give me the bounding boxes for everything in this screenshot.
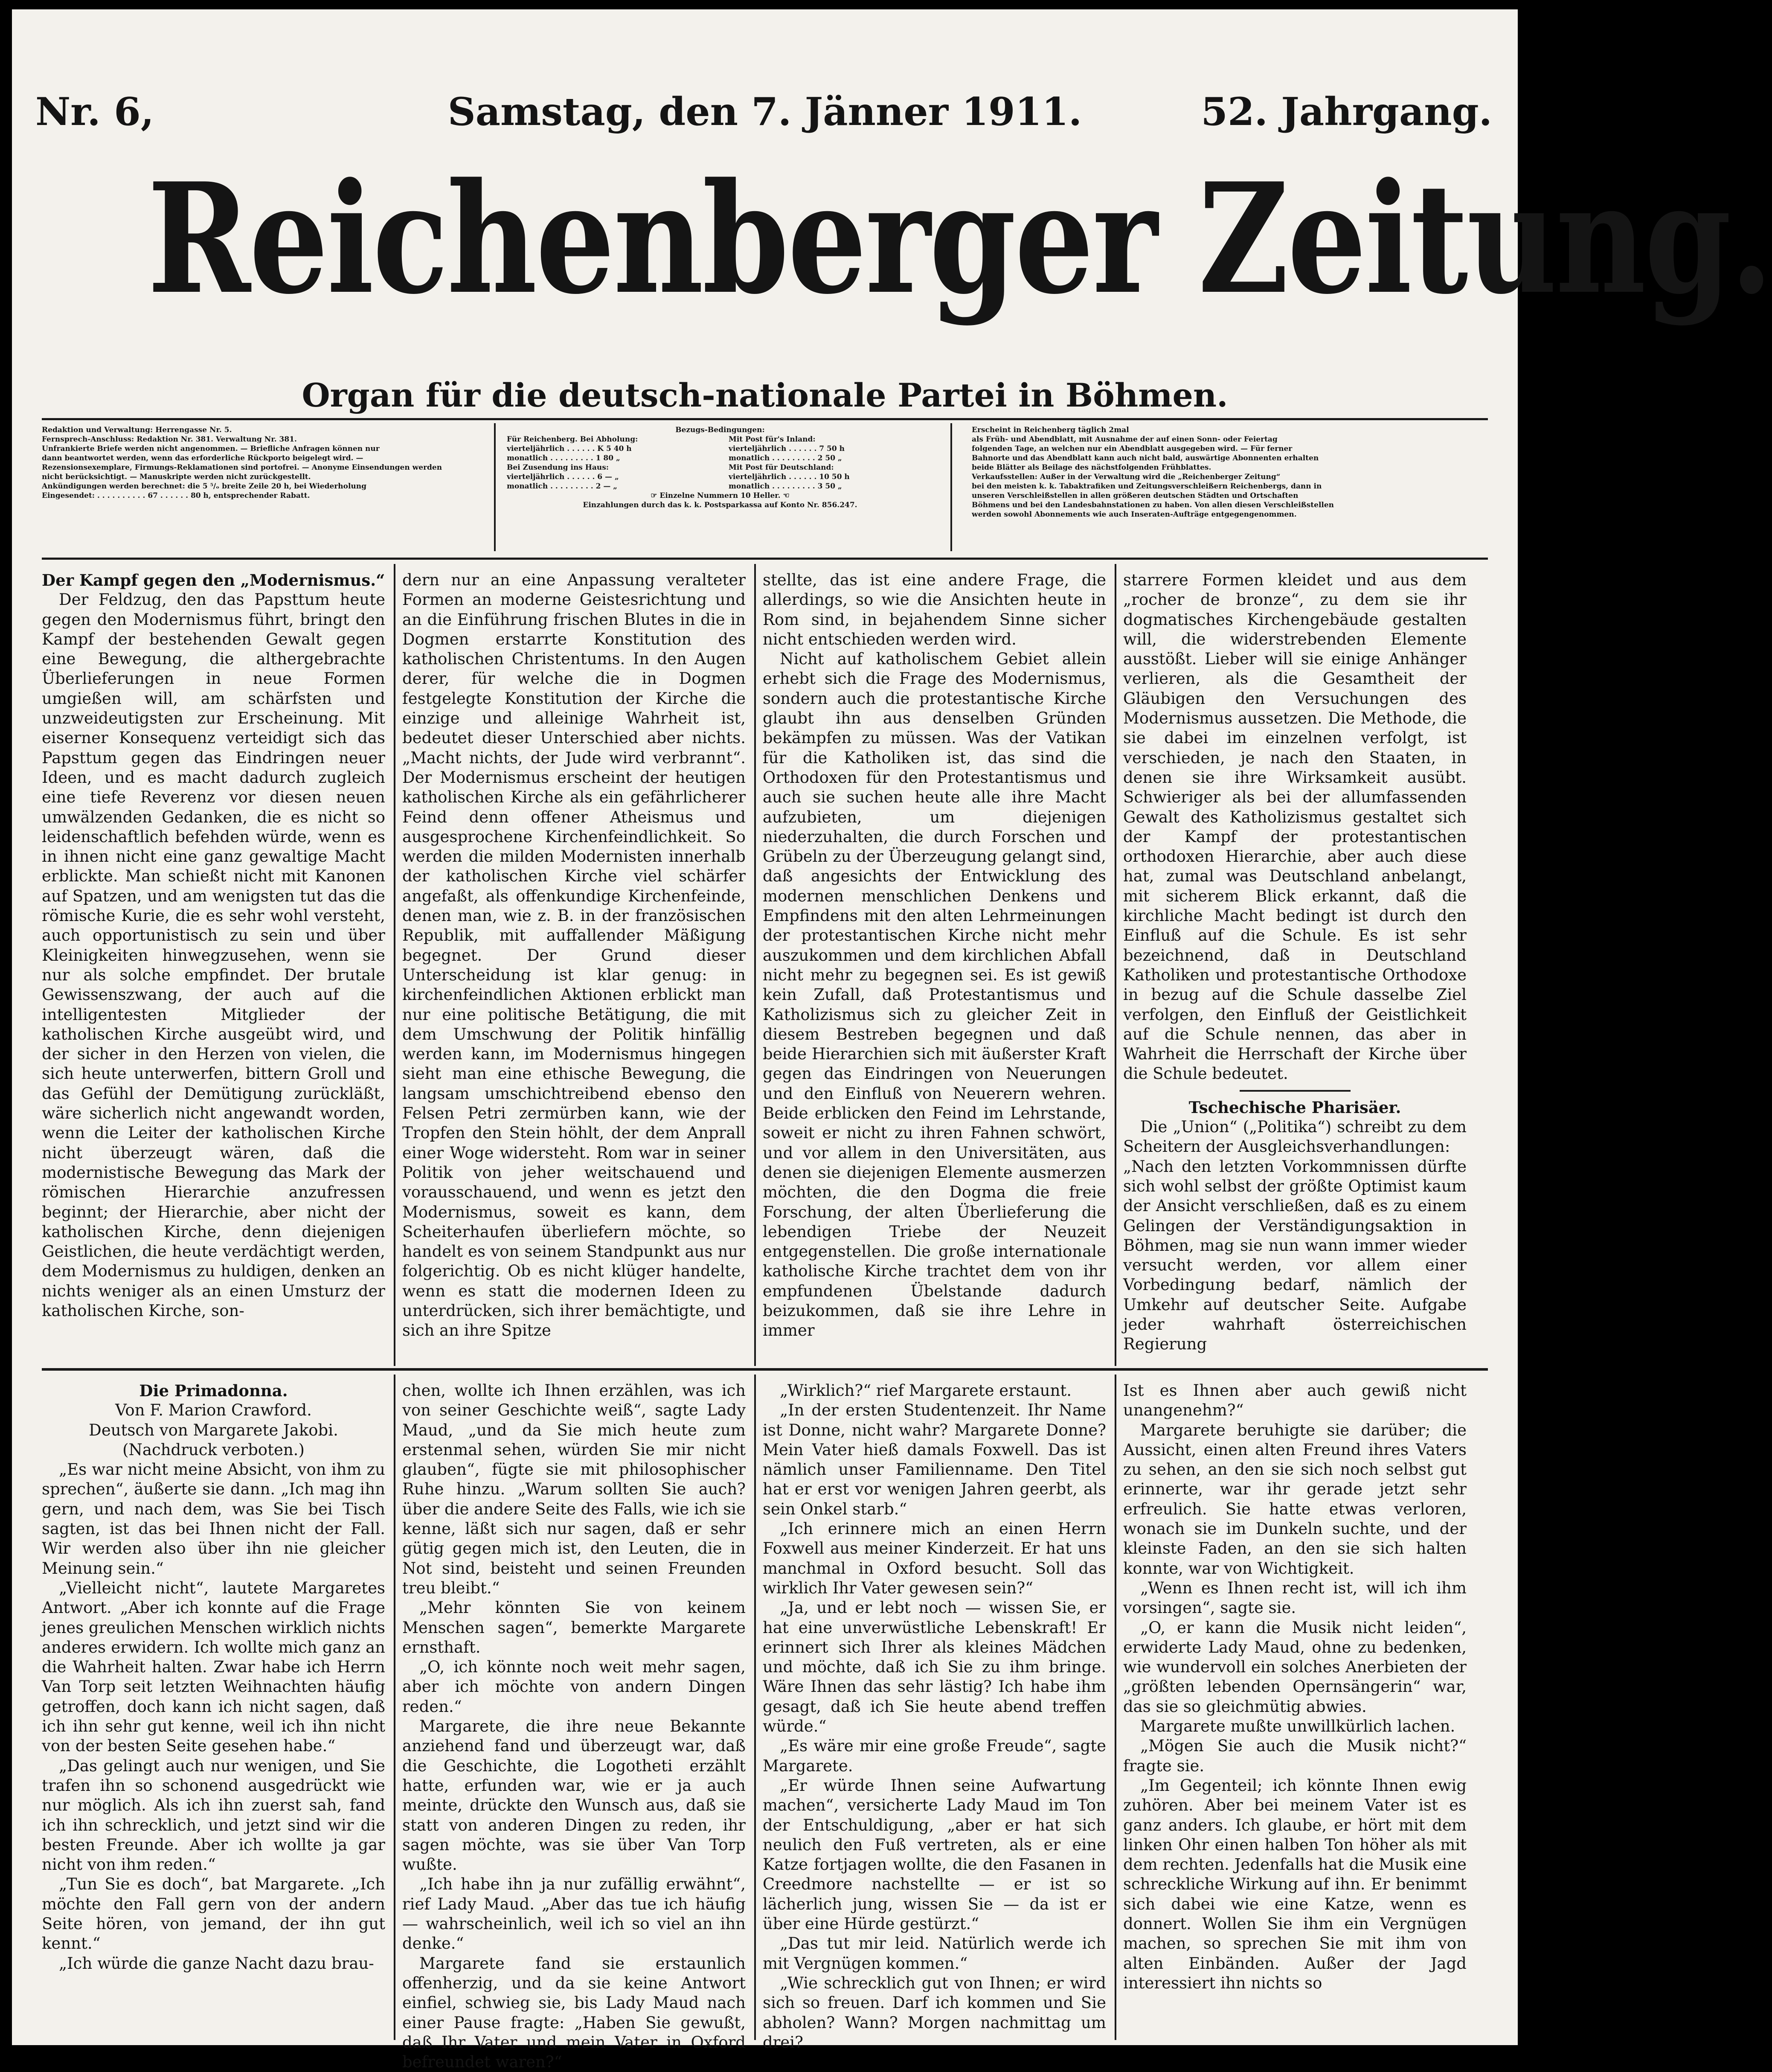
column-rule-1 xyxy=(394,564,395,1366)
article-paragraph: Die „Union“ („Politika“) schreibt zu dem Scheitern der Ausgleichsverhandlungen: xyxy=(1123,1118,1467,1156)
info-line: vierteljährlich . . . . . . 10 50 h xyxy=(729,473,850,481)
info-line: folgenden Tage, an welchen nur ein Abendblatt ausgegeben wird. — Für ferner xyxy=(972,445,1293,453)
info-line: Rezensionsexemplare, Firmungs-Reklamationen sind portofrei. — Anonyme Einsendungen werden xyxy=(42,463,442,472)
article-paragraph: starrere Formen kleidet und aus dem „rocher de bronze“, zu dem sie ihr dogmatisches Kirchengebäude gestalten will, die widerstrebenden Elemente ausstößt. Lieber will sie einige Anhänger verlieren, als die Gesamtheit der Gläubigen den Versuchungen des Modernismus aussetzen. Die Methode, die sie dabei im einzelnen verfolgt, ist verschieden, je nach den Staaten, in denen sie ihre Wirksamkeit ausübt. Schwieriger als bei der allumfassenden Gewalt des Katholizismus gestaltet sich der Kampf der protestantischen orthodoxen Hierarchie, aber auch diese hat, zumal was Deutschland anbelangt, mit sicherem Blick erkannt, daß die kirchliche Macht bedingt ist durch den Einfluß auf die Schule. Es ist sehr bezeichnend, daß in Deutschland Katholiken und protestantische Orthodoxe in bezug auf die Schule dasselbe Ziel verfolgen, den Einfluß der Geistlichkeit auf die Schule nennen, das aber in Wahrheit die Herrschaft der Kirche über die Schule bedeutet. xyxy=(1123,571,1467,1083)
article-paragraph: Ist es Ihnen aber auch gewiß nicht unangenehm?“ xyxy=(1123,1381,1467,1420)
article-paragraph: „Nach den letzten Vorkommnissen dürfte sich wohl selbst der größte Optimist kaum der Ansicht verschließen, daß es zu einem Gelingen der Verständigungsaktion in Böhmen, mag sie nun wann immer wieder versucht werden, vor allem einer Vorbedingung bedarf, nämlich der Umkehr auf deutscher Seite. Aufgabe jeder wahrhaft österreichischen Regierung xyxy=(1123,1157,1467,1354)
publication-schedule xyxy=(972,425,1492,553)
newspaper-title: Reichenberger Zeitung. xyxy=(147,150,1772,328)
article-paragraph: „Ich würde die ganze Nacht dazu brau- xyxy=(59,1954,374,1973)
info-line: werden sowohl Abonnements wie auch Inseraten-Aufträge entgegengenommen. xyxy=(972,510,1297,519)
info-line: vierteljährlich . . . . . . K 5 40 h xyxy=(507,445,632,453)
article-paragraph: „Das tut mir leid. Natürlich werde ich mit Vergnügen kommen.“ xyxy=(763,1934,1106,1973)
article-column-2 xyxy=(402,570,746,1360)
info-line: Einzahlungen durch das k. k. Postsparkassa auf Konto Nr. 856.247. xyxy=(583,501,857,509)
article-paragraph: „Tun Sie es doch“, bat Margarete. „Ich möchte den Fall gern von der andern Seite hören, von jemand, der ihn gut kennt.“ xyxy=(42,1875,385,1953)
info-line: monatlich . . . . . . . . . 2 50 „ xyxy=(729,454,842,462)
article-column-4 xyxy=(1123,570,1467,1360)
info-line: Bahnorte und das Abendblatt kann auch nicht bald, auswärtige Abonnenten erhalten xyxy=(972,454,1319,462)
subscription-title: Bezugs-Bedingungen: xyxy=(675,426,765,434)
feuilleton-column-1 xyxy=(42,1381,385,2038)
article-paragraph: „Wirklich?“ rief Margarete erstaunt. xyxy=(780,1381,1072,1400)
article-paragraph: „Er würde Ihnen seine Aufwartung machen“, versicherte Lady Maud im Ton der Entschuldigung, „aber er hat sich neulich den Fuß vertreten, als er eine Katze fortjagen wollte, die den Fasanen in Creedmore nachstellte — er ist so lächerlich jung, wissen Sie — da ist er über eine Hürde gestürzt.“ xyxy=(763,1776,1106,1933)
column-rule-3 xyxy=(1115,564,1116,1366)
column-rule-4 xyxy=(394,1375,395,2040)
article-paragraph: „Mehr könnten Sie von keinem Menschen sagen“, bemerkte Margarete ernsthaft. xyxy=(402,1598,746,1656)
column-rule-6 xyxy=(1115,1375,1116,2040)
volume-year: 52. Jahrgang. xyxy=(1201,89,1492,134)
article-paragraph: Nicht auf katholischem Gebiet allein erhebt sich die Frage des Modernismus, sondern auch die protestantische Kirche glaubt ihn aus denselben Gründen bekämpfen zu müssen. Was der Vatikan für die Katholiken ist, das sind die Orthodoxen für den Protestantismus und auch sie suchen heute alle ihre Macht aufzubieten, um diejenigen niederzuhalten, die durch Forschen und Grübeln zu der Überzeugung gelangt sind, daß angesichts der Entwicklung des modernen menschlichen Denkens und Empfindens mit den alten Lehrmeinungen der protestantischen Kirche nicht mehr auszukommen und dem kirchlichen Abfall nicht mehr zu begegnen sei. Es ist gewiß kein Zufall, daß Protestantismus und Katholizismus sich zu gleicher Zeit in diesem Bestreben begegnen und daß beide Hierarchien sich mit äußerster Kraft gegen das Eindringen von Neuerungen und den Einfluß von Neuerern wehren. Beide erblicken den Feind im Lehrstande, soweit er nicht zu ihren Fahnen schwört, und vor allem in den Universitäten, aus denen sie diejenigen Elemente ausmerzen möchten, die den Dogma die freie Forschung, der alten Überlieferung die lebendigen Triebe der Neuzeit entgegenstellen. Die große internationale katholische Kirche trachtet dem von ihr empfundenen Übelstande dadurch beizukommen, daß sie ihre Lehre in immer xyxy=(763,650,1106,1340)
article-paragraph: Von F. Marion Crawford. xyxy=(115,1401,312,1420)
header-rule-top xyxy=(42,418,1488,420)
info-line: vierteljährlich . . . . . . 6 — „ xyxy=(507,473,619,481)
info-line: dann beantwortet werden, wenn das erforderliche Rückporto beigelegt wird. — xyxy=(42,454,363,462)
info-line: Redaktion und Verwaltung: Herrengasse Nr. 5. xyxy=(42,426,232,434)
article-paragraph: dern nur an eine Anpassung veralteter Formen an moderne Geistesrichtung und an die Einführung frischen Blutes in die in Dogmen erstarrte Konstitution des katholischen Christentums. In den Augen derer, für welche die in Dogmen festgelegte Konstitution der Kirche die einzige und alleinige Wahrheit ist, bedeutet dieser Unterschied aber nichts. „Macht nichts, der Jude wird verbrannt“. Der Modernismus erscheint der heutigen katholischen Kirche als ein gefährlicherer Feind denn offener Atheismus und ausgesprochene Kirchenfeindlichkeit. So werden die milden Modernisten innerhalb der katholischen Kirche viel schärfer angefaßt, als offenkundige Kirchenfeinde, denen man, wie z. B. in der französischen Republik, mit auffallender Mäßigung begegnet. Der Grund dieser Unterscheidung ist klar genug: in kirchenfeindlichen Aktionen erblickt man nur eine politische Betätigung, die mit dem Umschwung der Politik hinfällig werden kann, im Modernismus hingegen sieht man eine ethische Bewegung, die langsam umschichtreibend ebenso den Felsen Petri zermürben kann, wie der Tropfen den Stein höhlt, der dem Anprall einer Woge widersteht. Rom war in seiner Politik von jeher weitschauend und vorausschauend, und wenn es jetzt den Modernismus, soweit es kann, dem Scheiterhaufen überliefern möchte, so handelt es von seinem Standpunkt aus nur folgerichtig. Ob es nicht klüger handelte, wenn es statt die modernen Ideen zu unterdrücken, sich ihrer bemächtigte, und sich an ihre Spitze xyxy=(402,571,746,1340)
feuilleton-rule xyxy=(42,1368,1488,1371)
article-heading: Die Primadonna. xyxy=(139,1381,288,1400)
article-paragraph: Margarete fand sie erstaunlich offenherzig, und da sie keine Antwort einfiel, schwieg sie, bis Lady Maud nach einer Pause fragte: „Haben Sie gewußt, daß Ihr Vater und mein Vater in Oxford befreundet waren?“ xyxy=(402,1954,746,2072)
info-line: Mit Post für's Inland: xyxy=(729,435,816,444)
article-column-3 xyxy=(763,570,1106,1360)
info-line: Bei Zusendung ins Haus: xyxy=(507,463,609,472)
info-line: unseren Verschleißstellen in allen größeren deutschen Städten und Ortschaften xyxy=(972,491,1298,500)
info-line: beide Blätter als Beilage des nächstfolgenden Frühblattes. xyxy=(972,463,1211,472)
article-paragraph: Der Feldzug, den das Papsttum heute gegen den Modernismus führt, bringt den Kampf der bestehenden Gewalt gegen eine Bewegung, die althergebrachte Überlieferungen in neue Formen umgießen will, am schärfsten und unzweideutigsten zur Erscheinung. Mit eiserner Konsequenz verteidigt sich das Papsttum gegen das Eindringen neuer Ideen, und es macht dadurch zugleich eine tiefe Reverenz vor diesen neuen umwälzenden Gedanken, die es nicht so leidenschaftlich befehden würde, wenn es in ihnen nicht eine ganz gewaltige Macht erblickte. Man schießt nicht mit Kanonen auf Spatzen, und am wenigsten tut das die römische Kurie, die es sehr wohl versteht, auch opportunistisch zu sein und über Kleinigkeiten hinwegzusehen, wenn sie nur als solche empfindet. Der brutale Gewissenszwang, der auch auf die intelligentesten Mitglieder der katholischen Kirche ausgeübt wird, und der sicher in den Herzen von vielen, die sich heute unterwerfen, bittern Groll und das Gefühl der Demütigung zurückläßt, wäre sicherlich nicht angewandt worden, wenn die Leiter der katholischen Kirche nicht überzeugt wären, daß die modernistische Bewegung das Mark der römischen Hierarchie anzufressen beginnt; der Hierarchie, aber nicht der katholischen Kirche, denn diejenigen Geistlichen, die heute verdächtigt werden, dem Modernismus zu huldigen, denken an nichts weniger als an einen Umsturz der katholischen Kirche, son- xyxy=(42,590,385,1320)
article-paragraph: Margarete mußte unwillkürlich lachen. xyxy=(1140,1717,1455,1736)
article-paragraph: „O, er kann die Musik nicht leiden“, erwiderte Lady Maud, ohne zu bedenken, wie wundervoll ein solches Anerbieten der „größten lebenden Opernsängerin“ war, das sie so gleichmütig abwies. xyxy=(1123,1618,1467,1716)
info-line: monatlich . . . . . . . . . 3 50 „ xyxy=(729,482,842,491)
article-paragraph: „In der ersten Studentenzeit. Ihr Name ist Donne, nicht wahr? Margarete Donne? Mein Vater hieß damals Foxwell. Das ist nämlich unser Familienname. Den Titel hat er erst vor wenigen Jahren geerbt, als sein Onkel starb.“ xyxy=(763,1401,1106,1518)
article-paragraph: „Mögen Sie auch die Musik nicht?“ fragte sie. xyxy=(1123,1737,1467,1775)
header-rule-bottom xyxy=(42,558,1488,560)
article-paragraph: „O, ich könnte noch weit mehr sagen, aber ich möchte von andern Dingen reden.“ xyxy=(402,1658,746,1716)
publisher-info xyxy=(42,425,481,553)
feuilleton-column-2 xyxy=(402,1381,746,2072)
article-paragraph: „Wenn es Ihnen recht ist, will ich ihm vorsingen“, sagte sie. xyxy=(1123,1578,1467,1617)
article-paragraph: „Wie schrecklich gut von Ihnen; er wird sich so freuen. Darf ich kommen und Sie abholen? Wann? Morgen nachmittag um drei? xyxy=(763,1973,1106,2052)
info-line: Unfrankierte Briefe werden nicht angenommen. — Briefliche Anfragen können nur xyxy=(42,445,380,453)
issue-number: Nr. 6, xyxy=(35,89,154,134)
info-line: Für Reichenberg. Bei Abholung: xyxy=(507,435,638,444)
article-paragraph: „Ich habe ihn ja nur zufällig erwähnt“, rief Lady Maud. „Aber das tue ich häufig — wahrscheinlich, weil ich so viel an ihn denke.“ xyxy=(402,1875,746,1953)
info-line: als Früh- und Abendblatt, mit Ausnahme der auf einen Sonn- oder Feiertag xyxy=(972,435,1278,444)
article-paragraph: (Nachdruck verboten.) xyxy=(122,1440,305,1459)
article-paragraph: „Es wäre mir eine große Freude“, sagte Margarete. xyxy=(763,1737,1106,1775)
subscription-terms xyxy=(507,425,933,553)
local-rates xyxy=(507,435,712,491)
info-line: Erscheint in Reichenberg täglich 2mal xyxy=(972,426,1129,434)
info-line: nicht berücksichtigt. — Manuskripte werden nicht zurückgestellt. xyxy=(42,473,311,481)
article-paragraph: chen, wollte ich Ihnen erzählen, was ich von seiner Geschichte weiß“, sagte Lady Maud, „und da Sie mich heute zum erstenmal sehen, würden Sie mir nicht glauben“, fügte sie mit philosophischer Ruhe hinzu. „Warum sollten Sie auch? über die andere Seite des Falls, wie ich sie kenne, läßt sich nur sagen, daß er sehr gütig gegen mich ist, den Leuten, die in Not sind, beisteht und seinen Freunden treu bleibt.“ xyxy=(402,1381,746,1597)
article-heading: Tschechische Pharisäer. xyxy=(1188,1098,1401,1117)
article-paragraph: „Es war nicht meine Absicht, von ihm zu sprechen“, äußerte sie dann. „Ich mag ihn gern, und nach dem, was Sie bei Tisch sagten, ist das bei Ihnen nicht der Fall. Wir werden also über ihn nie gleicher Meinung sein.“ xyxy=(42,1460,385,1578)
article-paragraph: „Vielleicht nicht“, lautete Margaretes Antwort. „Aber ich konnte auf die Frage jenes greulichen Menschen wirklich nichts anderes erwidern. Ich wollte mich ganz an die Wahrheit halten. Zwar habe ich Herrn Van Torp seit letzten Weihnachten häufig getroffen, doch kann ich nicht sagen, daß ich ihn sehr gut kenne, weil ich ihn nicht von der besten Seite gesehen habe.“ xyxy=(42,1578,385,1755)
article-heading: Der Kampf gegen den „Modernismus.“ xyxy=(42,571,385,590)
article-column-1 xyxy=(42,570,385,1360)
info-divider-2 xyxy=(950,423,952,551)
section-divider xyxy=(1240,1090,1351,1092)
article-paragraph: „Im Gegenteil; ich könnte Ihnen ewig zuhören. Aber bei meinem Vater ist es ganz anders. Ich glaube, er hört mit dem linken Ohr einen halben Ton höher als mit dem rechten. Jedenfalls hat die Musik eine schreckliche Wirkung auf ihn. Er benimmt sich dabei wie eine Katze, wenn es donnert. Wollen Sie ihm ein Vergnügen machen, so sprechen Sie mit ihm von alten Einbänden. Außer der Jagd interessiert ihn nichts so xyxy=(1123,1776,1467,1992)
info-line: Mit Post für Deutschland: xyxy=(729,463,834,472)
issue-date: Samstag, den 7. Jänner 1911. xyxy=(447,89,1082,134)
article-paragraph: Margarete, die ihre neue Bekannte anziehend fand und überzeugt war, daß die Geschichte, die Logotheti erzählt hatte, erfunden war, wie er ja auch meinte, drückte den Wunsch aus, daß sie statt von anderen Dingen zu reden, ihr sagen möchte, was sie über Van Torp wußte. xyxy=(402,1717,746,1874)
feuilleton-column-4 xyxy=(1123,1381,1467,2038)
info-line: Böhmens und bei den Landesbahnstationen zu haben. Von allen diesen Verschleißstellen xyxy=(972,501,1334,509)
newspaper-page xyxy=(12,9,1772,2072)
newspaper-subtitle: Organ für die deutsch-nationale Partei in Böhmen. xyxy=(302,376,1228,414)
price-note xyxy=(507,491,933,510)
article-paragraph: Margarete beruhigte sie darüber; die Aussicht, einen alten Freund ihres Vaters zu sehen, an den sie sich noch selbst gut erinnerte, war ihr gerade jetzt sehr erfreulich. Sie hatte etwas verloren, wonach sie im Dunkeln suchte, und der kleinste Faden, an den sie sich halten konnte, war von Wichtigkeit. xyxy=(1123,1421,1467,1578)
info-line: ☞ Einzelne Nummern 10 Heller. ☜ xyxy=(651,491,790,500)
article-paragraph: „Ich erinnere mich an einen Herrn Foxwell aus meiner Kinderzeit. Er hat uns manchmal in Oxford besucht. Soll das wirklich Ihr Vater gewesen sein?“ xyxy=(763,1520,1106,1597)
info-divider-1 xyxy=(494,423,496,551)
article-paragraph: Deutsch von Margarete Jakobi. xyxy=(89,1421,338,1439)
info-line: Fernsprech-Anschluss: Redaktion Nr. 381. Verwaltung Nr. 381. xyxy=(42,435,297,444)
info-line: monatlich . . . . . . . . . 1 80 „ xyxy=(507,454,620,462)
postal-rates xyxy=(729,435,933,491)
feuilleton-column-3 xyxy=(763,1381,1106,2052)
info-line: bei den meisten k. k. Tabaktrafiken und Zeitungsverschleißern Reichenbergs, dann in xyxy=(972,482,1322,491)
article-paragraph: „Das gelingt auch nur wenigen, und Sie trafen ihn so schonend ausgedrückt wie nur möglich. Als ich ihn zuerst sah, fand ich ihn schrecklich, und jetzt sind wir die besten Freunde. Aber ich wollte ja gar nicht von ihm reden.“ xyxy=(42,1756,385,1874)
article-paragraph: stellte, das ist eine andere Frage, die allerdings, so wie die Ansichten heute in Rom sind, in bejahendem Sinne sicher nicht entschieden werden wird. xyxy=(763,571,1106,648)
column-rule-2 xyxy=(754,564,756,1366)
info-line: vierteljährlich . . . . . . 7 50 h xyxy=(729,445,845,453)
info-line: Verkaufsstellen: Außer in der Verwaltung wird die „Reichenberger Zeitung“ xyxy=(972,473,1281,481)
info-line: monatlich . . . . . . . . . 2 — „ xyxy=(507,482,618,491)
info-line: Eingesendet: . . . . . . . . . . 67 . . . . . . 80 h, entsprechender Rabatt. xyxy=(42,491,310,500)
info-line: Ankündigungen werden berechnet: die 5 ⁵/ₒ breite Zeile 20 h, bei Wiederholung xyxy=(42,482,367,491)
column-rule-5 xyxy=(754,1375,756,2040)
article-paragraph: „Ja, und er lebt noch — wissen Sie, er hat eine unverwüstliche Lebenskraft! Er erinnert sich Ihrer als kleines Mädchen und möchte, daß ich Sie zu ihm bringe. Wäre Ihnen das sehr lästig? Ich habe ihm gesagt, daß ich Sie heute abend treffen würde.“ xyxy=(763,1598,1106,1736)
